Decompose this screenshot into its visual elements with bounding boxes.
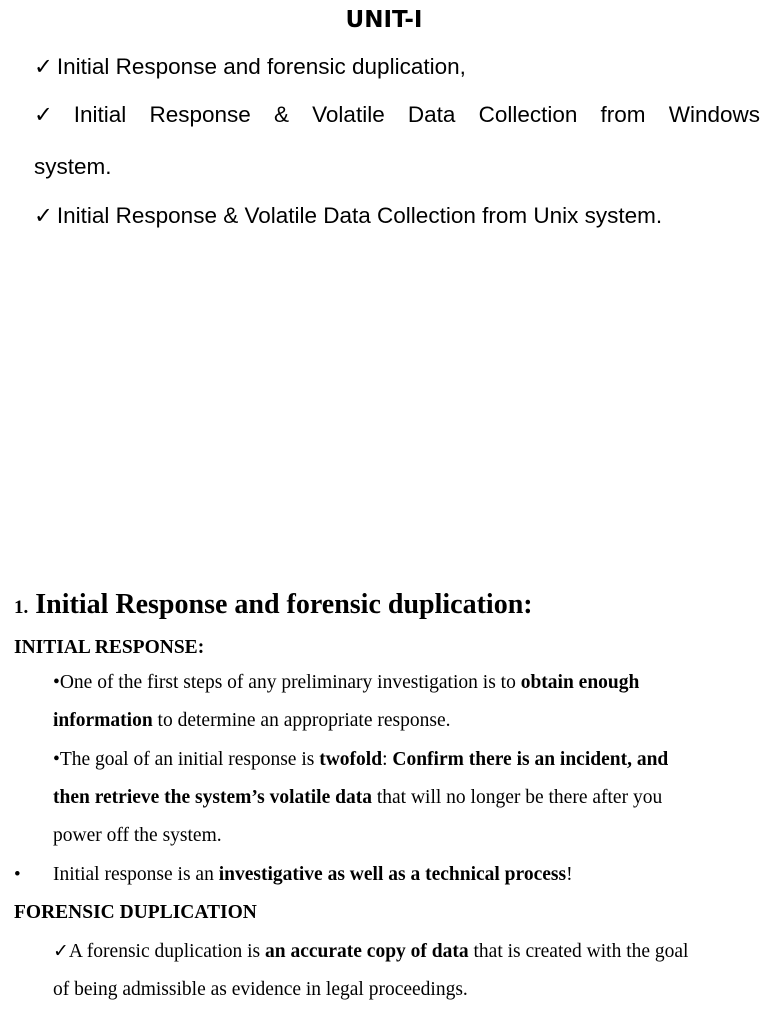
paragraph-line bbox=[53, 938, 688, 965]
bold-text: investigative as well as a technical process bbox=[218, 864, 567, 885]
slide-bullet-3 bbox=[34, 201, 760, 231]
section-number: 1. bbox=[14, 597, 29, 618]
text-run: ! bbox=[566, 864, 573, 885]
text-run: Initial response is an bbox=[53, 864, 219, 885]
paragraph-line: of being admissible as evidence in legal proceedings. bbox=[53, 979, 468, 1000]
paragraph-line bbox=[53, 785, 662, 811]
paragraph-line bbox=[53, 708, 450, 734]
forensic-duplication-heading: FORENSIC DUPLICATION bbox=[14, 902, 257, 923]
bold-text: Confirm there is an incident, and bbox=[392, 749, 669, 770]
text-run: A forensic duplication is bbox=[68, 941, 265, 962]
initial-response-heading: INITIAL RESPONSE: bbox=[14, 637, 205, 658]
checkmark-icon: ✓ bbox=[34, 203, 53, 229]
text-run: •The goal of an initial response is bbox=[53, 749, 320, 770]
bold-text: information bbox=[53, 710, 153, 731]
text-run: that will no longer be there after you bbox=[371, 787, 663, 808]
bold-text: then retrieve the system’s volatile data bbox=[53, 787, 372, 808]
unit-title: UNIT-I bbox=[345, 7, 423, 33]
paragraph-line bbox=[53, 670, 639, 696]
paragraph-line: power off the system. bbox=[53, 825, 222, 846]
paragraph-line bbox=[53, 747, 668, 773]
slide-bullet-text: Initial Response and forensic duplication, bbox=[56, 54, 466, 79]
section-heading bbox=[14, 588, 533, 625]
slide-bullet-2-continuation: system. bbox=[34, 154, 112, 179]
checkmark-icon: ✓ bbox=[34, 102, 70, 128]
slide-bullet-text: Initial Response & Volatile Data Collection from Windows bbox=[73, 102, 760, 127]
bold-text: twofold bbox=[319, 749, 383, 770]
slide-bullet-text: Initial Response & Volatile Data Collection from Unix system. bbox=[56, 203, 663, 228]
bold-text: obtain enough bbox=[520, 672, 640, 693]
text-run: : bbox=[382, 749, 393, 770]
checkmark-icon: ✓ bbox=[53, 940, 69, 962]
bold-text: an accurate copy of data bbox=[264, 941, 469, 962]
text-run: to determine an appropriate response. bbox=[152, 710, 451, 731]
text-run: that is created with the goal bbox=[468, 941, 689, 962]
slide-bullet-2 bbox=[34, 100, 760, 130]
text-run: •One of the first steps of any preliminary investigation is to bbox=[53, 672, 521, 693]
checkmark-icon: ✓ bbox=[34, 54, 53, 80]
section-title: Initial Response and forensic duplication: bbox=[35, 589, 533, 620]
paragraph-line bbox=[53, 862, 573, 888]
slide-bullet-1 bbox=[34, 52, 760, 82]
bullet-marker: • bbox=[14, 864, 21, 885]
